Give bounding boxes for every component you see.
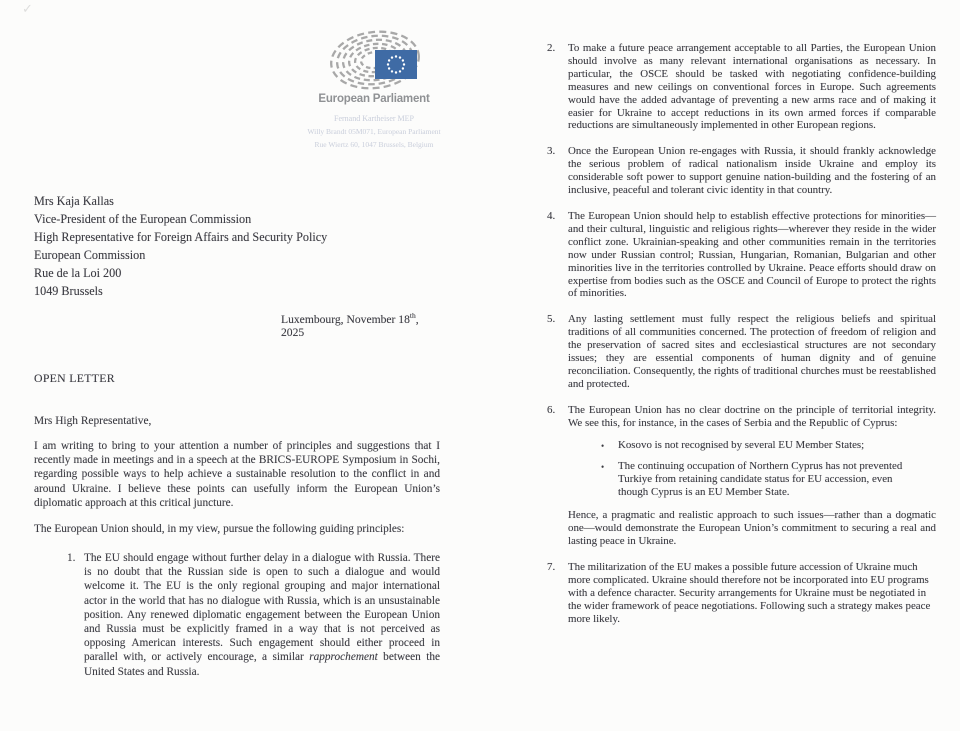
european-parliament-logo-icon: [327, 30, 422, 92]
item-text: To make a future peace arrangement acceptable to all Parties, the European Union should involve as many relevant international organisations as necessary. In particular, the OSCE should be tasked with negotiating confidence-building measures and new ceilings on conventional forces in Europe. Such agreements would have the added advantage of preventing a new arms race and of making it easier for Ukraine to accept reductions in its own armed forces if comparable reductions are simultaneously implemented in other European regions.: [568, 42, 936, 132]
letter-heading: OPEN LETTER: [34, 371, 115, 385]
salutation: Mrs High Representative,: [34, 415, 152, 427]
bullet-icon: •: [601, 440, 605, 451]
principle-item-2: [545, 42, 936, 132]
item-text: The militarization of the EU makes a possible future accession of Ukraine much more complicated. Ukraine should therefore not be incorporated into EU programs with a defence character. Security arrangements for Ukraine must be negotiated in the wider framework of peace negotiations. Following such a strategy makes peace more likely.: [568, 560, 931, 625]
sub-bullet-kosovo: [599, 439, 914, 452]
sub-bullet-text: Kosovo is not recognised by several EU Member States;: [618, 438, 865, 451]
item-text: The EU should engage without further delay in a dialogue with Russia. There is no doubt that the Russian side is open to such a dialogue and would welcome it. The EU is the only regional grouping and major international actor in the world that has no dialogue with Russia, which is an unsustainable position. Any renewed diplomatic engagement between the European Union and Russia must be explicitly framed in a way that is not perceived as opposing American interests. Such engagement should either proceed in parallel with, or actively encourage, a similar: [84, 552, 440, 664]
item-text: The European Union has no clear doctrine on the principle of territorial integrity. We see this, for instance, in the cases of Serbia and the Republic of Cyprus:: [568, 403, 936, 429]
checkmark-icon: ✓: [22, 2, 33, 17]
principle-item-4: [545, 210, 936, 300]
item-number: 1.: [67, 552, 76, 564]
recipient-line: 1049 Brussels: [34, 284, 103, 298]
recipient-line: Rue de la Loi 200: [34, 266, 122, 280]
sub-bullet-text: The continuing occupation of Northern Cyprus has not prevented Turkiye from retaining candidate status for EU accession, even though Cyprus is an EU Member State.: [618, 460, 903, 499]
left-page: [34, 0, 440, 731]
item-number: 7.: [547, 560, 556, 573]
principles-lead: The European Union should, in my view, pursue the following guiding principles:: [34, 523, 405, 535]
item-text: Any lasting settlement must fully respect the religious beliefs and spiritual traditions of all communities concerned. The protection of freedom of religion and the preservation of sacred sites and ecclesiastical structures are not secondary issues; they are essential components of human dignity and of genuine reconciliation. Consequently, the rights of traditional churches must be reestablished and protected.: [568, 313, 936, 390]
recipient-line: Vice-President of the European Commission: [34, 212, 252, 226]
letterhead: [284, 30, 464, 149]
dateline: [281, 311, 440, 339]
item-text-italic: rapprochement: [309, 651, 378, 664]
principle-item-6: [545, 404, 936, 548]
item-text: The European Union should help to establish effective protections for minorities—and their cultural, linguistic and religious rights—wherever they reside in the wider conflict zone. Ukrainian-speaking and other communities remain in the territories now under Russian control; Russian, Hungarian, Romanian, Bulgarian and other minorities live in the territories controlled by Ukraine. Peace efforts should draw on expertise from bodies such as the OSCE and Council of Europe to protect the rights of minorities.: [568, 209, 936, 300]
letterhead-office-line: Willy Brandt 05M071, European Parliament: [307, 127, 441, 136]
eu-flag: [375, 50, 417, 79]
item-6-continuation: Hence, a pragmatic and realistic approach to such issues—rather than a dogmatic one—would demonstrate the European Union’s commitment to securing a real and lasting peace in Ukraine.: [568, 509, 936, 547]
item-number: 3.: [547, 145, 556, 158]
date-text: Luxembourg, November 18: [281, 312, 410, 326]
letterhead-mep-name: Fernand Kartheiser MEP: [334, 114, 414, 123]
item-number: 4.: [547, 209, 556, 222]
right-page: [545, 42, 936, 638]
principle-item-7: [545, 561, 936, 626]
letterhead-wordmark: European Parliament: [318, 93, 430, 105]
recipient-line: European Commission: [34, 248, 146, 262]
principle-item-3: [545, 145, 936, 197]
item-6-sublist: [599, 439, 936, 500]
recipient-line: Mrs Kaja Kallas: [34, 194, 114, 208]
item-text: Once the European Union re-engages with Russia, it should frankly acknowledge the serious problem of radical nationalism inside Ukraine and employ its considerable soft power to support genuine nation-building and the fostering of an inclusive, peaceful and tolerant civic identity in that country.: [568, 145, 936, 197]
item-text: between the United States and Russia.: [84, 651, 440, 678]
recipient-line: High Representative for Foreign Affairs and Security Policy: [34, 230, 328, 244]
item-number: 6.: [547, 403, 556, 416]
item-number: 2.: [547, 42, 556, 54]
date-ordinal: th: [409, 311, 416, 320]
intro-paragraph: I am writing to bring to your attention a number of principles and suggestions that I recently made in meetings and in a speech at the BRICS-EUROPE Symposium in Sochi, regarding possible ways to help achieve a sustainable resolution to the conflict in and around Ukraine. I believe these points can usefully inform the European Union’s diplomatic approach at this critical juncture.: [34, 440, 440, 509]
sub-bullet-cyprus: [599, 460, 914, 499]
bullet-icon: •: [601, 462, 605, 473]
date-year: , 2025: [281, 312, 419, 339]
principle-item-1: [34, 551, 440, 679]
principle-item-5: [545, 313, 936, 390]
letterhead-address-line: Rue Wiertz 60, 1047 Brussels, Belgium: [314, 140, 434, 149]
item-number: 5.: [547, 313, 556, 326]
recipient-address-block: [34, 192, 327, 300]
